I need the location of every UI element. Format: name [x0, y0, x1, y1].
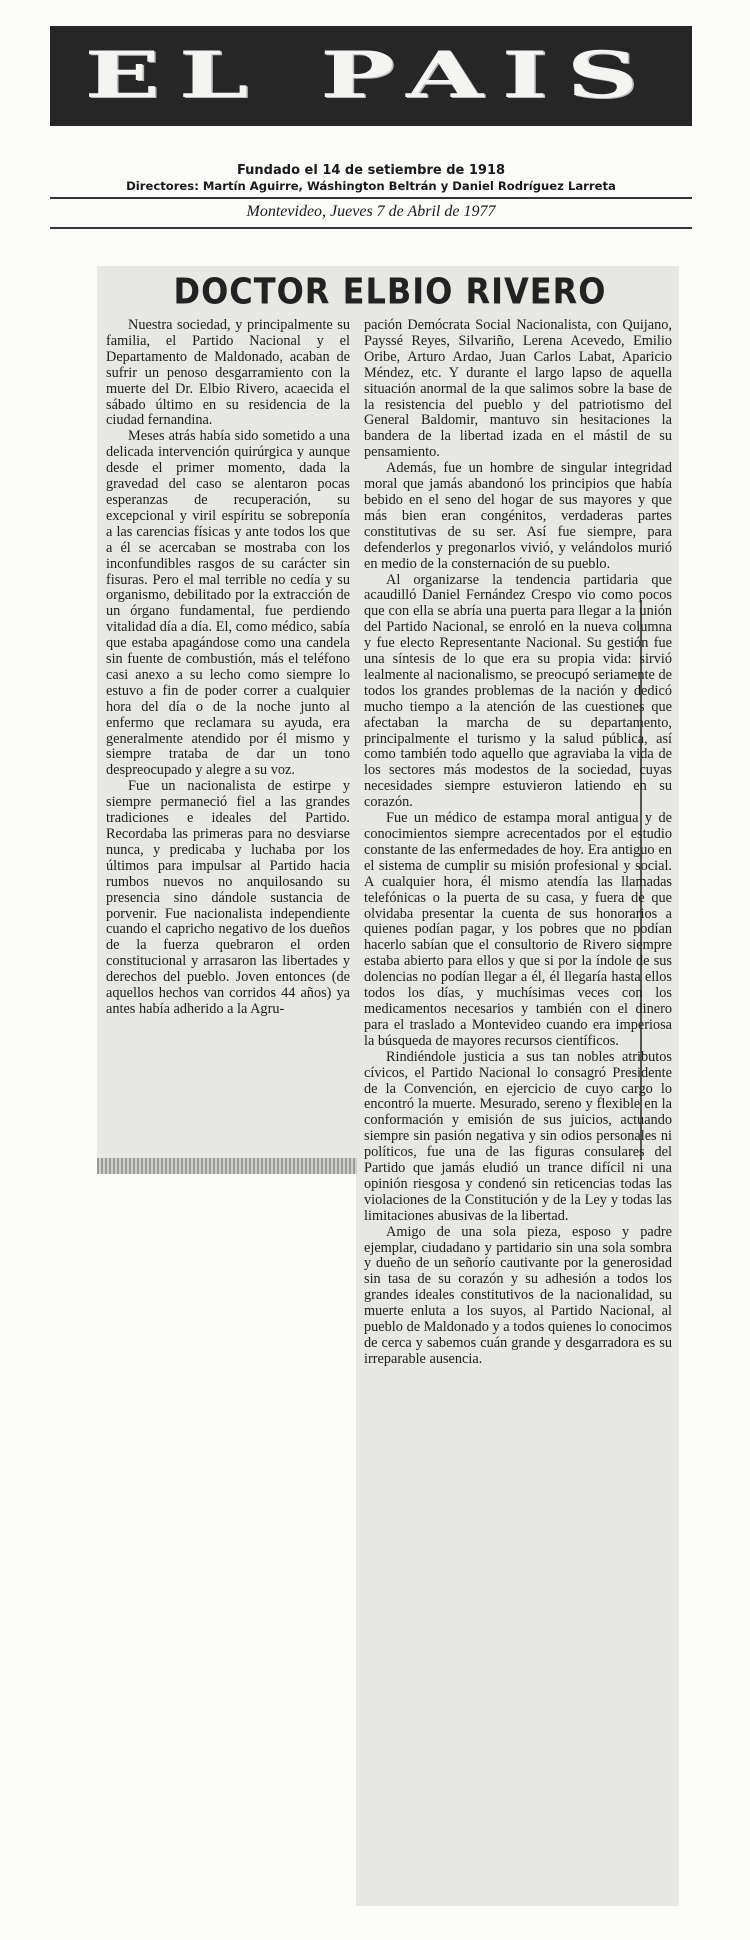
divider: [50, 227, 692, 229]
article-paragraph: Rindiéndole justicia a sus tan nobles atributos cívicos, el Partido Nacional lo consagró Presidente de la Convención, en ejercicio de cuyo cargo lo encontró la muerte. Mesurado, sereno y flexible en la conformación y emisión de sus juicios, actuando siempre sin pasión negativa y sin odios personales ni políticos, fue una de las figuras consulares del Partido que jamás eludió un trance difícil ni una opinión riesgosa y condenó sin reticencias todas las violaciones de la Constitución y de la Ley y todas las limitaciones abusivas de la libertad.: [364, 1048, 672, 1224]
article-paragraph: Meses atrás había sido sometido a una delicada intervención quirúrgica y aunque desde el primer momento, dada la gravedad del caso se alentaron pocas esperanzas de recuperación, su excepcional y viril espíritu se sobreponía a las carencias físicas y ante todos los que a él se acercaban se mostraba con los inconfundibles rasgos de su carácter sin fisuras. Pero el mal terrible no cedía y su organismo, debilitado por la extracción de un órgano fundamental, fue perdiendo vitalidad día a día. El, como médico, sabía que estaba apagándose como una candela sin fuente de combustión, más el teléfono casi anexo a su lecho como siempre lo estuvo a fin de poder correr a cualquier hora del día o de la noche junto al enfermo que reclamara su ayuda, era generalmente atendido por él mismo y siempre trataba de dar un tono despreocupado y alegre a su voz.: [106, 428, 350, 779]
article-paragraph: Fue un nacionalista de estirpe y siempre permaneció fiel a las grandes tradiciones e ideales del Partido. Recordaba las primeras para no desviarse nunca, y predicaba y luchaba por los últimos para impulsar al Partido hacia rumbos nuevos no anquilosando su presencia sino dándole sustancia de porvenir. Fue nacionalista independiente cuando el capricho negativo de los dueños de la fuerza quebraron el orden constitucional y arrasaron las libertades y derechos del pueblo. Joven entonces (de aquellos hechos van corridos 44 años) ya antes había adherido a la Agru-: [106, 778, 350, 1017]
article-paragraph: Amigo de una sola pieza, esposo y padre ejemplar, ciudadano y partidario sin una sola sombra y dueño de un señorío cautivante por la generosidad sin tasa de su corazón y su adhesión a todos los grandes ideales constitutivos de la nacionalidad, su muerte enluta a los suyos, al Partido Nacional, al pueblo de Maldonado y a todos quienes lo conocimos de cerca y sabemos cuán grande y desgarradora es su irreparable ausencia.: [364, 1223, 672, 1367]
directors-line: Directores: Martín Aguirre, Wáshington Beltrán y Daniel Rodríguez Larreta: [126, 179, 616, 193]
founded-line: Fundado el 14 de setiembre de 1918: [236, 163, 506, 178]
dateline: Montevideo, Jueves 7 de Abril de 1977: [246, 203, 496, 220]
article-paragraph: Además, fue un hombre de singular integridad moral que jamás abandonó los principios que había bebido en el seno del hogar de sus mayores y que más bien eran congénitos, verdaderas partes constitutivas de su ser. Así fue siempre, para defenderlos y pregonarlos vivió, y velándolos murió en medio de la consternación de su pueblo.: [364, 460, 672, 572]
article-paragraph: Nuestra sociedad, y principalmente su familia, el Partido Nacional y el Departamento de Maldonado, acaban de sufrir un penoso desgarramiento con la muerte del Dr. Elbio Rivero, acaecida el sábado último en su residencia de la ciudad fernandina.: [106, 317, 350, 429]
article-headline: DOCTOR ELBIO RIVERO: [173, 269, 607, 313]
divider: [50, 197, 692, 199]
article-column-right: [364, 318, 672, 1368]
clipping-torn-edge: [97, 1158, 357, 1174]
newspaper-title: EL PAIS: [84, 38, 658, 113]
masthead-banner: [50, 26, 692, 126]
article-paragraph: Al organizarse la tendencia partidaria que acaudilló Daniel Fernández Crespo vio como pocos que con ella se abría una puerta para llegar a la unión del Partido Nacional, se enroló en la nueva columna y fue electo Representante Nacional. Su gestión fue una síntesis de lo que era su propia vida: sirvió lealmente al nacionalismo, se preocupó seriamente de todos los grandes problemas de la nación y dedicó mucho tiempo a la atención de las cuestiones que afectaban la marcha de su departamento, principalmente el turismo y la salud pública, así como también todo aquello que agraviaba la vida de los sectores más modestos de la sociedad, cuyas necesidades siempre estuvieron latiendo en su corazón.: [364, 571, 672, 811]
article-paragraph: Fue un médico de estampa moral antigua y de conocimientos siempre acrecentados por el estudio constante de las enfermedades de hoy. Era antiguo en el sistema de cumplir su misión profesional y social. A cualquier hora, él mismo atendía las llamadas telefónicas o la puerta de su casa, y fuera de que olvidaba presentar la cuenta de sus honorarios a quienes podían pagar, y los pobres que no podían hacerlo sabían que el consultorio de Rivero siempre estaba abierto para ellos y que si por la índole de sus dolencias no podían llegar a él, él llegaría hasta ellos todos los días, y muchísimas veces con los medicamentos necesarios y también con el dinero para el traslado a Montevideo cuando era imperiosa la búsqueda de mayores recursos científicos.: [364, 810, 672, 1049]
article-column-left: [106, 318, 350, 1018]
article-paragraph-continued: pación Demócrata Social Nacionalista, con Quijano, Payssé Reyes, Silvariño, Lerena Acevedo, Emilio Oribe, Arturo Ardao, Juan Carlos Labat, Aparicio Méndez, etc. Y durante el largo lapso de aquella situación anormal de la que salimos sobre la base de la resistencia del pueblo y del patriotismo del General Baldomir, mantuvo sin hesitaciones la bandera de la libertad izada en el mástil de su pensamiento.: [364, 317, 672, 461]
